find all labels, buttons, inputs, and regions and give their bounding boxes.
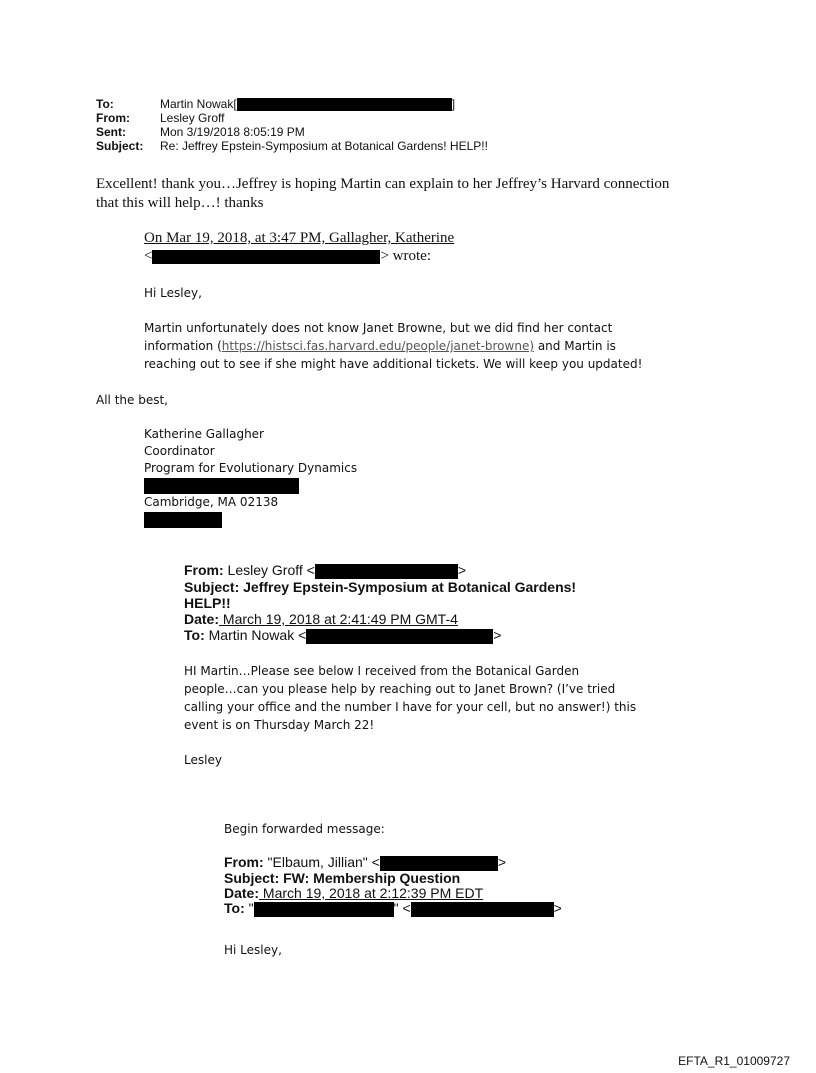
quote2-date-row bbox=[184, 611, 624, 627]
redaction-bar bbox=[380, 856, 498, 871]
sent-value: Mon 3/19/2018 8:05:19 PM bbox=[160, 125, 305, 139]
quote2-date-label: Date: bbox=[184, 610, 220, 627]
quote1-body-line-1: Martin unfortunately does not know Janet Browne, but we did find her contact bbox=[144, 321, 613, 335]
signature-address-row bbox=[144, 477, 357, 494]
quote2-sign: Lesley bbox=[184, 753, 222, 767]
redaction-bar bbox=[152, 250, 380, 264]
quote3-from-close: > bbox=[497, 854, 507, 870]
quote2-body-line-4: event is on Thursday March 22! bbox=[184, 718, 375, 732]
redaction-bar bbox=[306, 629, 493, 644]
quote2-date-value: March 19, 2018 at 2:41:49 PM GMT-4 bbox=[219, 610, 458, 627]
quote2-from-row bbox=[184, 562, 624, 579]
subject-label: Subject: bbox=[96, 139, 144, 153]
quote2-body-line-3: calling your office and the number I have for your cell, but no answer!) this bbox=[184, 700, 637, 714]
quote2-to-close: > bbox=[493, 626, 502, 643]
quote1-attribution bbox=[144, 229, 454, 265]
quote3-subject-row bbox=[224, 871, 624, 886]
redaction-bar bbox=[411, 902, 554, 917]
redaction-bar bbox=[237, 98, 452, 111]
quote1-body bbox=[144, 319, 744, 373]
to-close: ] bbox=[451, 97, 456, 111]
header-sent-row bbox=[96, 125, 716, 139]
redaction-bar bbox=[144, 512, 222, 528]
quote3-to-close: > bbox=[553, 899, 562, 916]
quote2-subject-label: Subject: Jeffrey Epstein-Symposium at Botanical Gardens! bbox=[184, 578, 577, 595]
quote1-body-2b: and Martin is bbox=[534, 339, 616, 353]
redaction-bar bbox=[144, 478, 299, 494]
janet-browne-link[interactable]: https://histsci.fas.harvard.edu/people/janet-browne) bbox=[221, 339, 535, 353]
from-label: From: bbox=[96, 111, 130, 125]
reply-line-2: that this will help…! thanks bbox=[96, 195, 264, 211]
quote2-subject-cont-text: HELP!! bbox=[184, 594, 231, 611]
redaction-bar bbox=[254, 902, 394, 917]
quote3-subject-label: Subject: FW: Membership Question bbox=[224, 869, 461, 886]
email-header bbox=[96, 97, 716, 153]
quote3-from-row bbox=[224, 855, 624, 871]
quote3-from-value: "Elbaum, Jillian" < bbox=[263, 854, 380, 870]
quote1-body-line-2 bbox=[144, 337, 744, 355]
document-id: EFTA_R1_01009727 bbox=[678, 1054, 790, 1068]
quote1-body-2a: information ( bbox=[144, 339, 222, 353]
quote3-begin: Begin forwarded message: bbox=[224, 822, 385, 836]
quote2-body-line-1: HI Martin…Please see below I received from the Botanical Garden bbox=[184, 664, 580, 678]
reply-body bbox=[96, 175, 736, 213]
quote3-to-mid: " < bbox=[393, 899, 411, 916]
quote1-closing: All the best, bbox=[96, 393, 168, 407]
redaction-bar bbox=[315, 564, 458, 579]
sent-label: Sent: bbox=[96, 125, 126, 139]
quote2-subject-row bbox=[184, 579, 624, 595]
header-subject-row bbox=[96, 139, 716, 153]
quote3-to-value: " bbox=[244, 899, 254, 916]
quote2-from-close: > bbox=[457, 562, 467, 578]
to-name: Martin Nowak[ bbox=[160, 97, 237, 111]
signature-title: Coordinator bbox=[144, 444, 215, 458]
quote3-date-row bbox=[224, 886, 624, 901]
header-to-row bbox=[96, 97, 716, 111]
quote2-subject-cont bbox=[184, 595, 624, 611]
signature-phone-row bbox=[144, 511, 357, 528]
quote2-body-line-2: people…can you please help by reaching out to Janet Brown? (I’ve tried bbox=[184, 682, 616, 696]
quote2-to-row bbox=[184, 627, 624, 644]
signature-block bbox=[144, 426, 357, 528]
quote2-body bbox=[184, 662, 664, 734]
quote1-lt: < bbox=[144, 248, 153, 264]
reply-line-1: Excellent! thank you…Jeffrey is hoping Martin can explain to her Jeffrey’s Harvard connection bbox=[96, 176, 670, 192]
quote3-header bbox=[224, 855, 624, 917]
quote1-wrote: > wrote: bbox=[380, 248, 431, 264]
quote2-from-label: From: bbox=[184, 562, 224, 578]
quote3-date-value: March 19, 2018 at 2:12:39 PM EDT bbox=[259, 884, 484, 901]
to-value bbox=[160, 97, 455, 111]
signature-name: Katherine Gallagher bbox=[144, 427, 264, 441]
quote3-from-label: From: bbox=[224, 854, 264, 870]
quote1-greeting: Hi Lesley, bbox=[144, 286, 202, 300]
quote2-from-value: Lesley Groff < bbox=[223, 562, 315, 578]
subject-value: Re: Jeffrey Epstein-Symposium at Botanical Gardens! HELP!! bbox=[160, 139, 488, 153]
quote2-to-value: Martin Nowak < bbox=[204, 626, 307, 643]
signature-city: Cambridge, MA 02138 bbox=[144, 495, 279, 509]
to-label: To: bbox=[96, 97, 114, 111]
quote3-to-label: To: bbox=[224, 899, 245, 916]
quote1-wrote-line bbox=[144, 247, 454, 265]
quote2-header bbox=[184, 562, 624, 644]
quote1-body-line-3: reaching out to see if she might have additional tickets. We will keep you updated! bbox=[144, 357, 643, 371]
quote2-to-label: To: bbox=[184, 626, 205, 643]
header-from-row bbox=[96, 111, 716, 125]
signature-org: Program for Evolutionary Dynamics bbox=[144, 461, 358, 475]
quote3-to-row bbox=[224, 901, 624, 917]
quote1-on-line: On Mar 19, 2018, at 3:47 PM, Gallagher, Katherine bbox=[144, 230, 455, 246]
quote3-greeting: Hi Lesley, bbox=[224, 943, 282, 957]
quote3-date-label: Date: bbox=[224, 884, 260, 901]
from-value: Lesley Groff bbox=[160, 111, 225, 125]
